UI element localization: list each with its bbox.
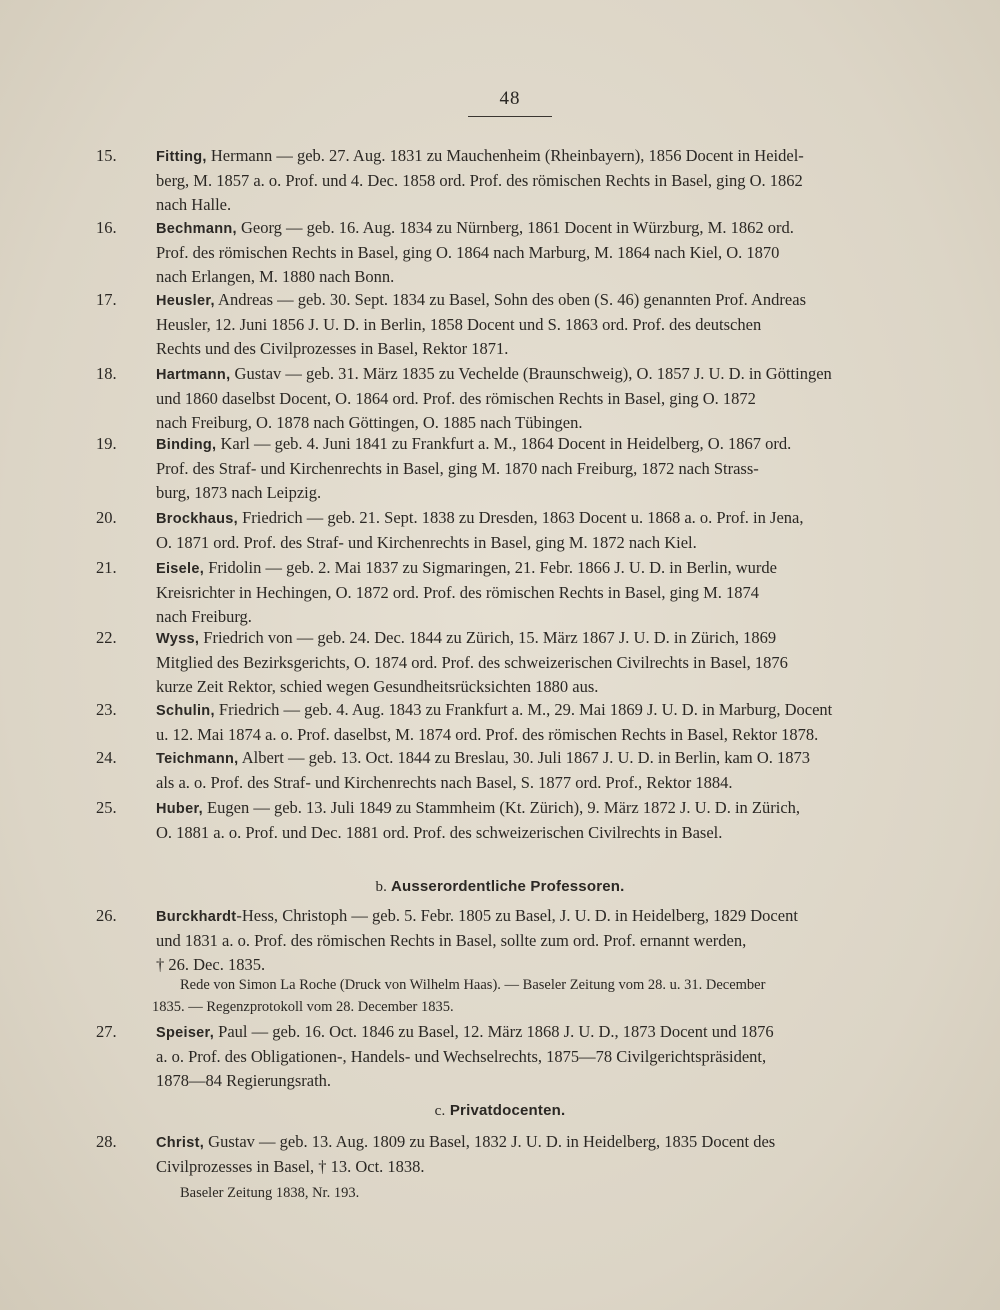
entry-line: und 1860 daselbst Docent, O. 1864 ord. Prof. des römischen Rechts in Basel, ging O. 1872	[156, 389, 756, 408]
entry-body	[156, 556, 932, 629]
entry-number: 22.	[96, 628, 117, 647]
entry-line	[156, 796, 932, 821]
entry-text: Christoph — geb. 5. Febr. 1805 zu Basel, J. U. D. in Heidelberg, 1829 Docent	[282, 906, 798, 925]
entry-number: 19.	[96, 434, 117, 453]
entry-line: u. 12. Mai 1874 a. o. Prof. daselbst, M. 1874 ord. Prof. des römischen Rechts in Basel, Rektor 1878.	[156, 725, 819, 744]
entry-body	[156, 432, 932, 505]
entry-line: Rechts und des Civilprozesses in Basel, Rektor 1871.	[156, 339, 509, 358]
section-title: Privatdocenten.	[449, 1102, 566, 1119]
person-surname: Eisele,	[156, 561, 205, 577]
entry-number: 24.	[96, 748, 117, 767]
entry-line: Prof. des Straf- und Kirchenrechts in Basel, ging M. 1870 nach Freiburg, 1872 nach Strass-	[156, 459, 759, 478]
entry-line	[156, 904, 932, 929]
person-surname-suffix: -Hess,	[236, 906, 279, 925]
entry-line: † 26. Dec. 1835.	[156, 955, 266, 974]
entry-line	[156, 626, 932, 651]
page-number-rule	[468, 116, 552, 117]
person-surname: Christ,	[156, 1135, 205, 1151]
entry-text: Gustav — geb. 31. März 1835 zu Vechelde (Braunschweig), O. 1857 J. U. D. in Göttingen	[234, 364, 832, 383]
entry	[96, 698, 932, 747]
entry-number: 26.	[96, 906, 117, 925]
footnote-burckhardt	[152, 974, 932, 1018]
note-line: 1835. — Regenzprotokoll vom 28. December 1835.	[152, 999, 454, 1015]
entry-body	[156, 362, 932, 435]
entry	[96, 796, 932, 845]
entry-number: 23.	[96, 700, 117, 719]
entry-text: Hermann — geb. 27. Aug. 1831 zu Mauchenheim (Rheinbayern), 1856 Docent in Heidel-	[210, 146, 804, 165]
entry	[96, 1130, 932, 1179]
entry-line: nach Halle.	[156, 195, 232, 214]
entry-body	[156, 796, 932, 845]
entry-number: 16.	[96, 218, 117, 237]
entry	[96, 216, 932, 289]
entry-number: 28.	[96, 1132, 117, 1151]
entry-body	[156, 746, 932, 795]
entry-text: Karl — geb. 4. Juni 1841 zu Frankfurt a. M., 1864 Docent in Heidelberg, O. 1867 ord.	[220, 434, 792, 453]
section-letter: c.	[434, 1103, 446, 1119]
entry-line	[156, 288, 932, 313]
entry-line	[156, 1020, 932, 1045]
entry-line: und 1831 a. o. Prof. des römischen Rechts in Basel, sollte zum ord. Prof. ernannt werden,	[156, 931, 747, 950]
entry-text: Albert — geb. 13. Oct. 1844 zu Breslau, 30. Juli 1867 J. U. D. in Berlin, kam O. 1873	[241, 748, 810, 767]
section-title: Ausserordentliche Professoren.	[390, 878, 625, 895]
entry-body	[156, 1130, 932, 1179]
entry	[96, 432, 932, 505]
entry	[96, 556, 932, 629]
note-line: Baseler Zeitung 1838, Nr. 193.	[180, 1185, 360, 1201]
person-surname: Hartmann,	[156, 367, 231, 383]
entry	[96, 144, 932, 217]
entry-line: berg, M. 1857 a. o. Prof. und 4. Dec. 1858 ord. Prof. des römischen Rechts in Basel, ging O. 1862	[156, 171, 803, 190]
entry-number: 18.	[96, 364, 117, 383]
section-letter: b.	[375, 879, 388, 895]
entry-line: Mitglied des Bezirksgerichts, O. 1874 ord. Prof. des schweizerischen Civilrechts in Basel, 1876	[156, 653, 788, 672]
person-surname: Fitting,	[156, 149, 207, 165]
entry-number: 20.	[96, 508, 117, 527]
entry	[96, 626, 932, 699]
entry-text: Fridolin — geb. 2. Mai 1837 zu Sigmaringen, 21. Febr. 1866 J. U. D. in Berlin, wurde	[208, 558, 777, 577]
entry-number: 17.	[96, 290, 117, 309]
entry-line	[156, 1130, 932, 1155]
entry-line: burg, 1873 nach Leipzig.	[156, 483, 322, 502]
entry-line: nach Freiburg.	[156, 607, 252, 626]
person-surname: Wyss,	[156, 631, 200, 647]
entry-body	[156, 904, 932, 977]
entry-text: Andreas — geb. 30. Sept. 1834 zu Basel, Sohn des oben (S. 46) genannten Prof. Andreas	[218, 290, 806, 309]
entry-line	[156, 144, 932, 169]
entry-line	[156, 556, 932, 581]
entry-line	[156, 216, 932, 241]
entry-text: Paul — geb. 16. Oct. 1846 zu Basel, 12. März 1868 J. U. D., 1873 Docent und 1876	[218, 1022, 774, 1041]
entry-text: Eugen — geb. 13. Juli 1849 zu Stammheim (Kt. Zürich), 9. März 1872 J. U. D. in Zürich,	[207, 798, 801, 817]
entry	[96, 1020, 932, 1093]
entry-line: Prof. des römischen Rechts in Basel, ging O. 1864 nach Marburg, M. 1864 nach Kiel, O. 1870	[156, 243, 780, 262]
entry-line: kurze Zeit Rektor, schied wegen Gesundheitsrücksichten 1880 aus.	[156, 677, 599, 696]
entry-body	[156, 144, 932, 217]
entry-line: nach Freiburg, O. 1878 nach Göttingen, O. 1885 nach Tübingen.	[156, 413, 583, 432]
person-surname: Brockhaus,	[156, 511, 238, 527]
entry-number: 25.	[96, 798, 117, 817]
section-heading-b	[0, 878, 1000, 896]
entry-line: nach Erlangen, M. 1880 nach Bonn.	[156, 267, 395, 286]
footnote-christ	[180, 1182, 932, 1204]
entry-body	[156, 506, 932, 555]
entry	[96, 904, 932, 977]
entry-line: O. 1871 ord. Prof. des Straf- und Kirchenrechts in Basel, ging M. 1872 nach Kiel.	[156, 533, 697, 552]
person-surname: Schulin,	[156, 703, 215, 719]
entry-line	[156, 698, 932, 723]
person-surname: Huber,	[156, 801, 203, 817]
person-surname: Teichmann,	[156, 751, 239, 767]
entry	[96, 506, 932, 555]
entry-text: Friedrich — geb. 4. Aug. 1843 zu Frankfurt a. M., 29. Mai 1869 J. U. D. in Marburg, Docent	[218, 700, 833, 719]
entry-line: Kreisrichter in Hechingen, O. 1872 ord. Prof. des römischen Rechts in Basel, ging M. 1874	[156, 583, 760, 602]
entry-line: 1878—84 Regierungsrath.	[156, 1071, 332, 1090]
entry-text: Friedrich — geb. 21. Sept. 1838 zu Dresden, 1863 Docent u. 1868 a. o. Prof. in Jena,	[242, 508, 804, 527]
entry	[96, 288, 932, 361]
entry-text: Friedrich von — geb. 24. Dec. 1844 zu Zürich, 15. März 1867 J. U. D. in Zürich, 1869	[203, 628, 777, 647]
person-surname: Binding,	[156, 437, 217, 453]
note-line: Rede von Simon La Roche (Druck von Wilhelm Haas). — Baseler Zeitung vom 28. u. 31. December	[180, 977, 766, 993]
entry-number: 27.	[96, 1022, 117, 1041]
entry-line: a. o. Prof. des Obligationen-, Handels- und Wechselrechts, 1875—78 Civilgerichtspräsident,	[156, 1047, 767, 1066]
entry-body	[156, 626, 932, 699]
entry-line: Heusler, 12. Juni 1856 J. U. D. in Berlin, 1858 Docent und S. 1863 ord. Prof. des deutschen	[156, 315, 762, 334]
entry-body	[156, 1020, 932, 1093]
person-surname: Bechmann,	[156, 221, 237, 237]
entry-line	[156, 432, 932, 457]
entry-line: O. 1881 a. o. Prof. und Dec. 1881 ord. Prof. des schweizerischen Civilrechts in Basel.	[156, 823, 723, 842]
entry-line	[156, 506, 932, 531]
entry-line	[156, 746, 932, 771]
entry	[96, 746, 932, 795]
person-surname: Speiser,	[156, 1025, 215, 1041]
entry-number: 15.	[96, 146, 117, 165]
entry-text: Georg — geb. 16. Aug. 1834 zu Nürnberg, 1861 Docent in Würzburg, M. 1862 ord.	[240, 218, 794, 237]
entry-line	[156, 362, 932, 387]
entry-line: Civilprozesses in Basel, † 13. Oct. 1838.	[156, 1157, 425, 1176]
entry-number: 21.	[96, 558, 117, 577]
page-number: 48	[499, 88, 521, 109]
entry-text: Gustav — geb. 13. Aug. 1809 zu Basel, 1832 J. U. D. in Heidelberg, 1835 Docent des	[208, 1132, 776, 1151]
entry-body	[156, 216, 932, 289]
section-heading-c	[0, 1102, 1000, 1120]
person-surname: Heusler,	[156, 293, 215, 309]
entry-line: als a. o. Prof. des Straf- und Kirchenrechts nach Basel, S. 1877 ord. Prof., Rektor 1884.	[156, 773, 733, 792]
entry	[96, 362, 932, 435]
entry-body	[156, 288, 932, 361]
entry-body	[156, 698, 932, 747]
person-surname: Burckhardt	[156, 909, 237, 925]
